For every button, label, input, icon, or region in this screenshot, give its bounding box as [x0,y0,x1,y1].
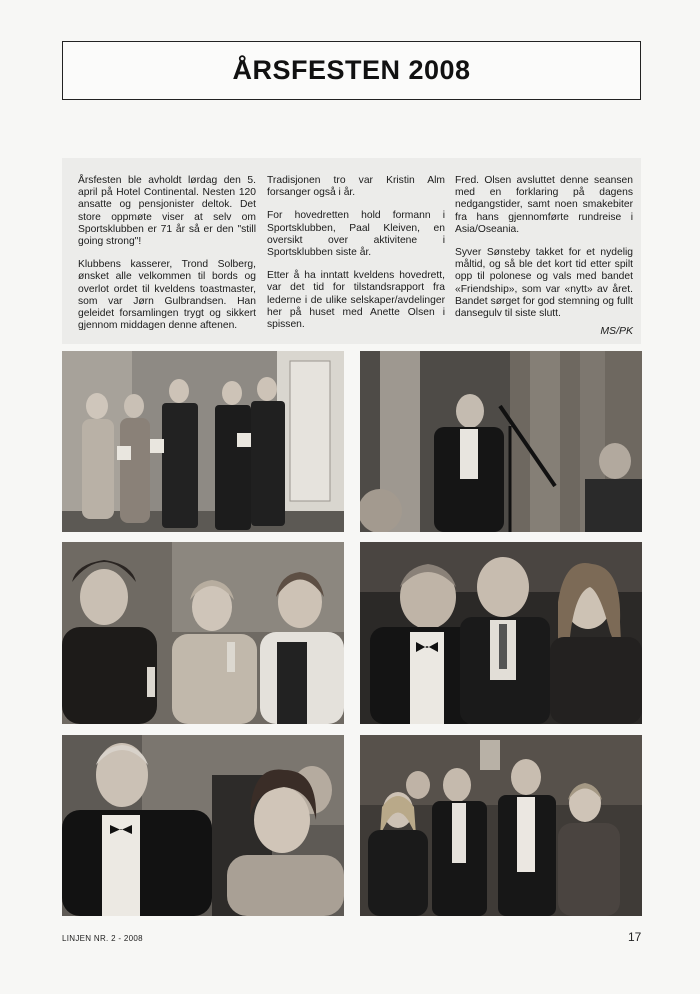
paragraph: Årsfesten ble avholdt lørdag den 5. april på Hotel Continental. Nesten 120 ansatte og pensjonister deltok. Det store oppmøte viser at selv om Sportsklubben er 71 år så er den "still going strong"! [78,175,256,248]
paragraph: Etter å ha inntatt kveldens hovedrett, var det tid for tilstandsrapport fra lederne i de ulike selskaper/avdelinger her på huset med Anette Olsen i spissen. [267,270,445,331]
photo-man-woman [62,735,344,916]
paragraph: Tradisjonen tro var Kristin Alm forsanger også i år. [267,175,445,199]
photo-two-men-woman [360,542,642,724]
photo-group-five [360,735,642,916]
text-column-2 [267,175,445,342]
title-box [62,41,641,100]
paragraph: Syver Sønsteby takket for et nydelig måltid, og så ble det kort tid etter spilt opp til polonese og vals med bandet «Friendship», som var «nytt» av året. Bandet sørget for god stemning og fullt dansegulv til siste slutt. [455,247,633,320]
photo-award-group [62,351,344,532]
author-signature: MS/PK [600,325,633,338]
page-number: 17 [628,930,642,944]
photo-speaker [360,351,642,532]
text-column-1 [78,175,256,343]
paragraph: For hovedretten hold formann i Sportsklubben, Paal Kleiven, en oversikt over aktivitene i Sportsklubben siste år. [267,210,445,259]
photo-three-women [62,542,344,724]
article-title: ÅRSFESTEN 2008 [232,55,471,85]
footer-publication: LINJEN NR. 2 - 2008 [62,934,143,943]
paragraph: Fred. Olsen avsluttet denne seansen med en forklaring på dagens nedgangstider, samt noen smakebiter fra hans gjennomførte rundreise i Asia/Oseania. [455,175,633,235]
text-column-3 [455,175,633,337]
paragraph: Klubbens kasserer, Trond Solberg, ønsket alle velkommen til bords og overlot ordet til kveldens toastmaster, som var Jørn Gulbrandsen. Han geleidet forsamlingen trygt og sikkert gjennom middagen denne aftenen. [78,259,256,332]
